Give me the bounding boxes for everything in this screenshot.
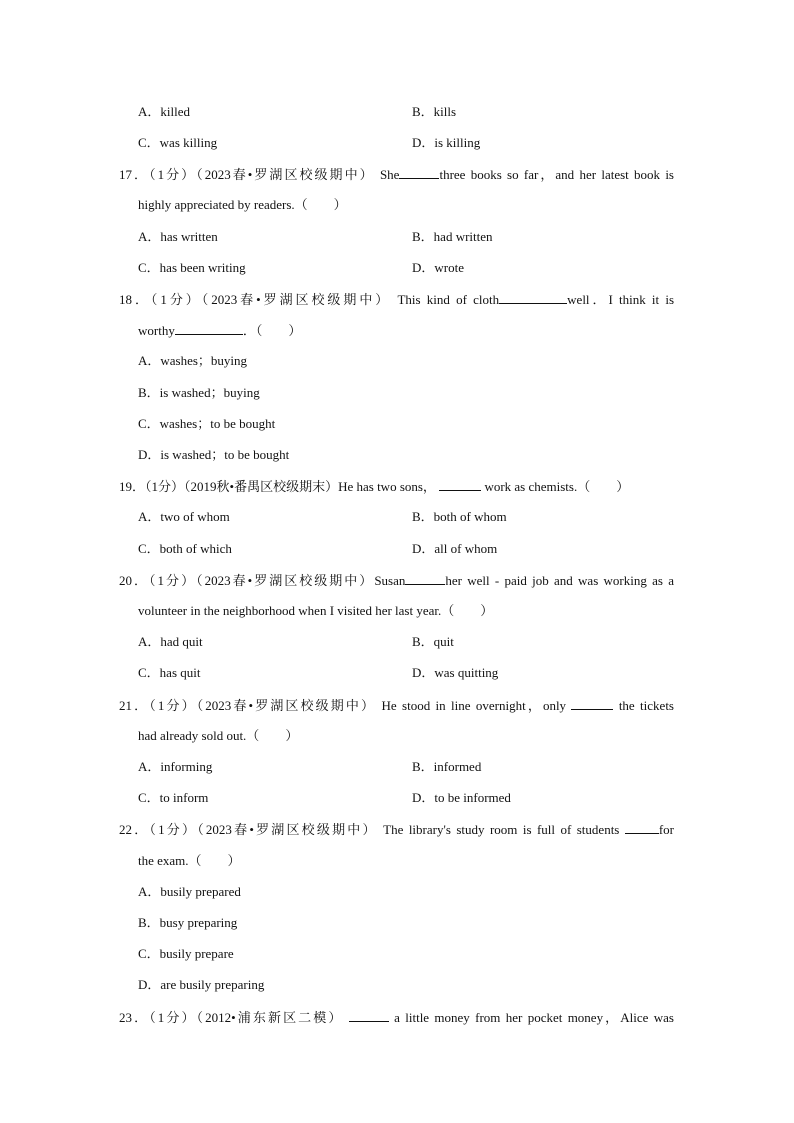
q22-stem-line2: the exam.（ ） [138,853,241,868]
q17-option-b: B．had written [412,229,493,244]
q21-stem-line2: had already sold out.（ ） [138,728,299,743]
q16-option-d: D．is killing [412,135,481,150]
q18-stem-line1: 18．（1分）（2023春•罗湖区校级期中） This kind of cloth well．I think it is [119,292,675,307]
answer-blank [499,291,567,304]
q21-stem-line1: 21．（1分）（2023春•罗湖区校级期中） He stood in line overnight，only the tickets [119,698,674,713]
answer-blank [439,478,481,491]
q19-option-c: C．both of which [138,541,232,556]
q20-stem-line2: volunteer in the neighborhood when I visited her last year.（ ） [138,603,494,618]
q18-option-b: B．is washed；buying [138,385,260,400]
q19-option-d: D．all of whom [412,541,498,556]
q22-option-a: A．busily prepared [138,884,241,899]
q16-option-c: C．was killing [138,135,218,150]
q17-option-c: C．has been writing [138,260,246,275]
q20-option-a: A．had quit [138,634,203,649]
q18-stem-line2: worthy ．（ ） [138,323,302,338]
q21-option-a: A．informing [138,759,213,774]
q17-stem-line1: 17．（1分）（2023春•罗湖区校级期中） She three books so far，and her latest book is [119,167,674,182]
q17-stem-line2: highly appreciated by readers.（ ） [138,197,347,212]
q18-option-d: D．is washed；to be bought [138,447,290,462]
q19-option-a: A．two of whom [138,509,230,524]
q17-option-a: A．has written [138,229,218,244]
answer-blank [571,697,613,710]
q19-stem-line1: 19．（1分）（2019秋•番禺区校级期末）He has two sons， work as chemists.（ ） [119,479,630,494]
answer-blank [349,1009,389,1022]
answer-blank [625,821,659,834]
q20-option-b: B．quit [412,634,454,649]
q23-stem-line1: 23．（1分）（2012•浦东新区二模） a little money from her pocket money，Alice was [119,1010,674,1025]
q16-option-a: A．killed [138,104,190,119]
q16-option-b: B．kills [412,104,457,119]
q20-stem-line1: 20．（1分）（2023春•罗湖区校级期中）Susan her well - paid job and was working as a [119,573,674,588]
q22-option-b: B．busy preparing [138,915,238,930]
q19-option-b: B．both of whom [412,509,507,524]
q17-option-d: D．wrote [412,260,464,275]
answer-blank [175,322,243,335]
q18-option-a: A．washes；buying [138,353,248,368]
q20-option-c: C．has quit [138,665,201,680]
q20-option-d: D．was quitting [412,665,499,680]
q21-option-d: D．to be informed [412,790,511,805]
q22-option-d: D．are busily preparing [138,977,265,992]
q22-stem-line1: 22．（1分）（2023春•罗湖区校级期中） The library's study room is full of students for [119,822,674,837]
answer-blank [399,166,439,179]
answer-blank [405,572,445,585]
q18-option-c: C．washes；to be bought [138,416,276,431]
q22-option-c: C．busily prepare [138,946,234,961]
q21-option-c: C．to inform [138,790,209,805]
q21-option-b: B．informed [412,759,482,774]
